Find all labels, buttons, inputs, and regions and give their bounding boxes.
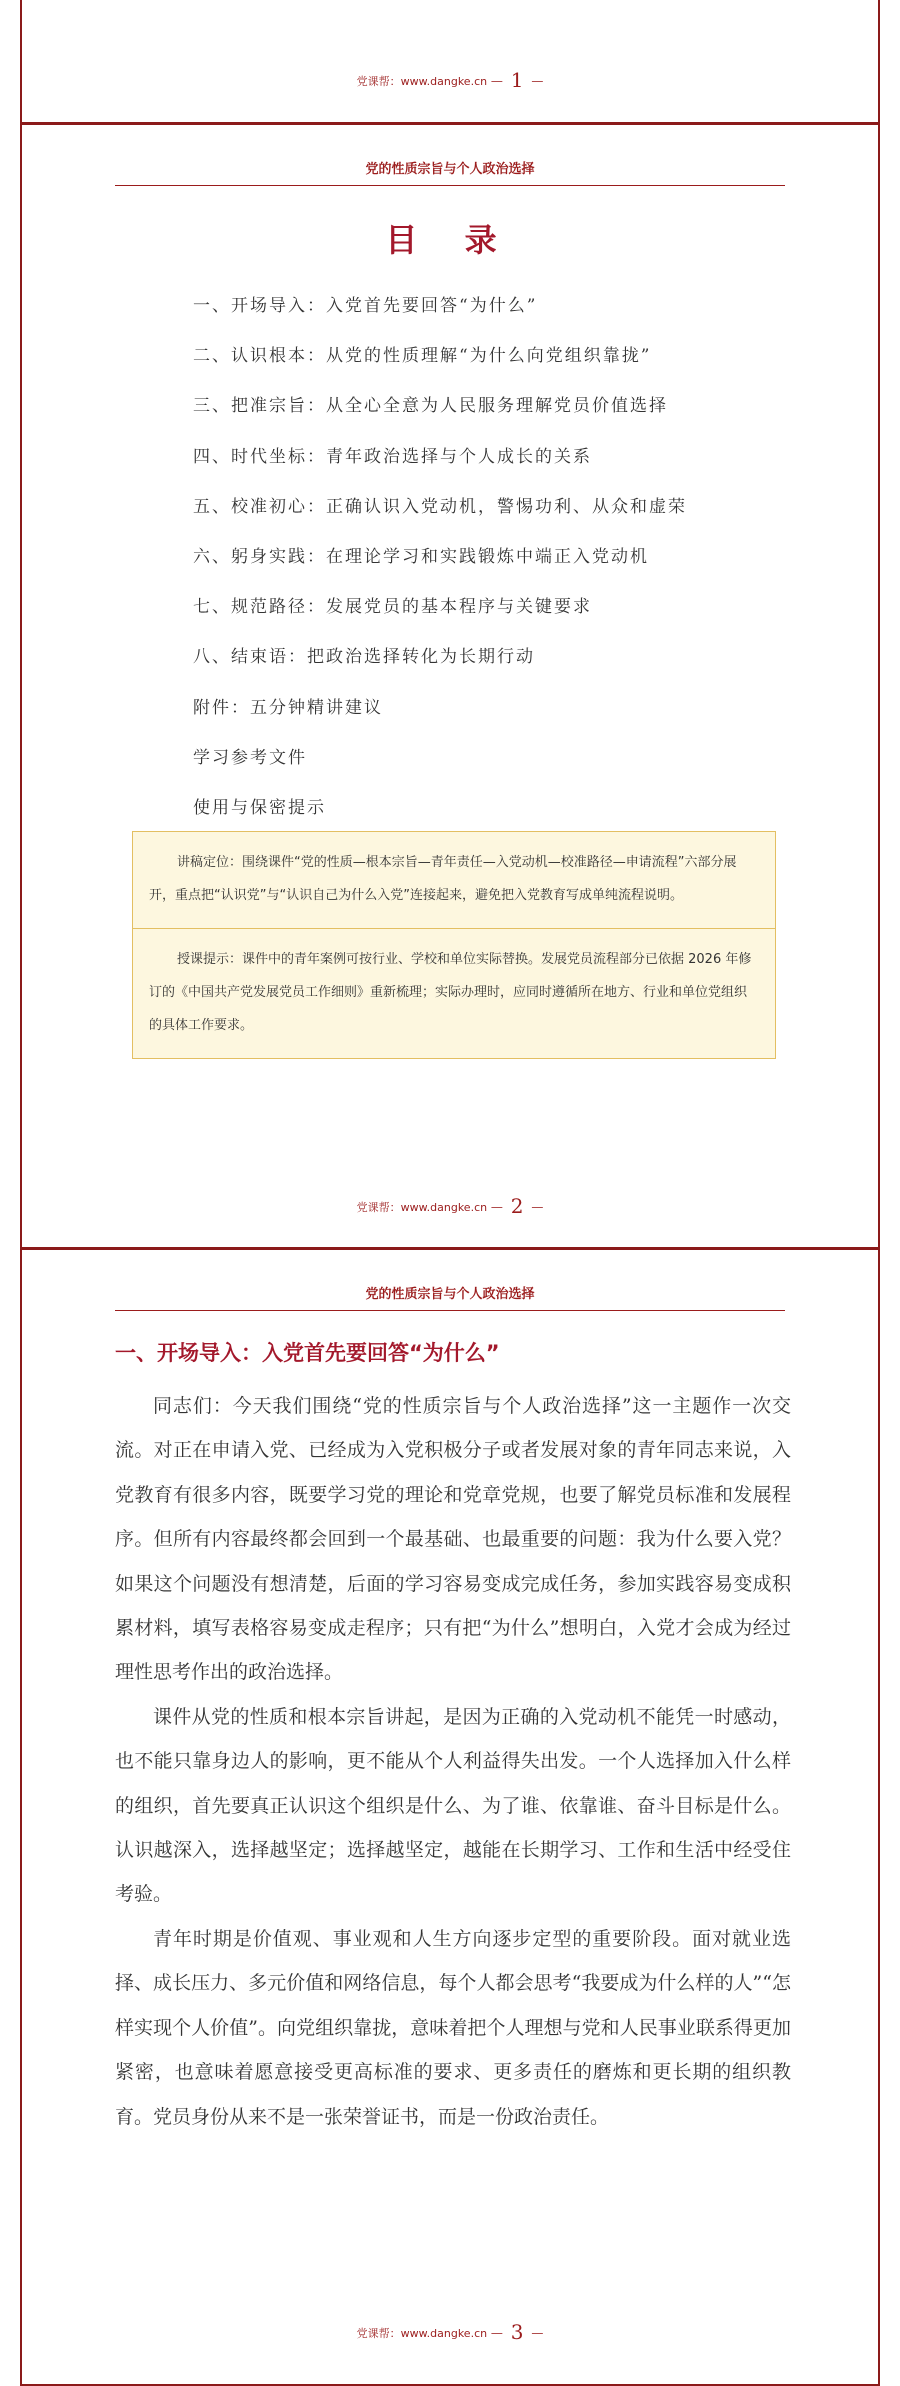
toc-item[interactable]: 二、认识根本：从党的性质理解“为什么向党组织靠拢” <box>193 346 652 367</box>
toc-item[interactable]: 三、把准宗旨：从全心全意为人民服务理解党员价值选择 <box>193 396 668 417</box>
section-heading: 一、开场导入：入党首先要回答“为什么” <box>115 1341 500 1365</box>
running-head: 党的性质宗旨与个人政治选择 <box>115 158 785 186</box>
page-footer <box>0 2320 900 2344</box>
page-number: 1 <box>510 68 524 92</box>
page-number: 2 <box>510 1194 524 1218</box>
footer-dash: — <box>490 74 503 88</box>
toc-item[interactable]: 七、规范路径：发展党员的基本程序与关键要求 <box>193 597 592 618</box>
toc-item[interactable]: 附件：五分钟精讲建议 <box>193 697 383 718</box>
footer-dash: — <box>531 2326 544 2340</box>
toc-item[interactable]: 五、校准初心：正确认识入党动机，警惕功利、从众和虚荣 <box>193 496 687 517</box>
footer-site[interactable]: 党课帮：www.dangke.cn <box>356 75 488 88</box>
toc-item[interactable]: 学习参考文件 <box>193 747 307 768</box>
toc-item[interactable]: 使用与保密提示 <box>193 797 326 818</box>
paragraph: 青年时期是价值观、事业观和人生方向逐步定型的重要阶段。面对就业选择、成长压力、多元价值和网络信息，每个人都会思考“我要成为什么样的人”“怎样实现个人价值”。向党组织靠拢，意味着把个人理想与党和人民事业联系得更加紧密，也意味着愿意接受更高标准的要求、更多责任的磨炼和更长期的组织教育。党员身份从来不是一张荣誉证书，而是一份政治责任。 <box>115 1927 791 2128</box>
running-head: 党的性质宗旨与个人政治选择 <box>115 1283 785 1311</box>
toc-item[interactable]: 六、躬身实践：在理论学习和实践锻炼中端正入党动机 <box>193 546 649 567</box>
toc-title: 目 录 <box>385 221 515 259</box>
toc-item[interactable]: 四、时代坐标：青年政治选择与个人成长的关系 <box>193 446 592 467</box>
toc-item[interactable]: 一、开场导入：入党首先要回答“为什么” <box>193 296 538 316</box>
body-text <box>115 1384 791 2139</box>
page-footer <box>0 1194 900 1218</box>
toc-list <box>193 293 793 845</box>
footer-site[interactable]: 党课帮：www.dangke.cn <box>356 2327 488 2340</box>
toc-item[interactable]: 八、结束语：把政治选择转化为长期行动 <box>193 647 535 668</box>
page-1 <box>20 0 880 122</box>
footer-dash: — <box>531 74 544 88</box>
footer-dash: — <box>531 1200 544 1214</box>
note-boxes <box>132 831 776 1059</box>
paragraph: 同志们：今天我们围绕“党的性质宗旨与个人政治选择”这一主题作一次交流。对正在申请入党、已经成为入党积极分子或者发展对象的青年同志来说，入党教育有很多内容，既要学习党的理论和党章党规，也要了解党员标准和发展程序。但所有内容最终都会回到一个最基础、也最重要的问题：我为什么要入党？如果这个问题没有想清楚，后面的学习容易变成完成任务，参加实践容易变成积累材料，填写表格容易变成走程序；只有把“为什么”想明白，入党才会成为经过理性思考作出的政治选择。 <box>115 1395 791 1684</box>
paragraph: 课件从党的性质和根本宗旨讲起，是因为正确的入党动机不能凭一时感动，也不能只靠身边人的影响，更不能从个人利益得失出发。一个人选择加入什么样的组织，首先要真正认识这个组织是什么、为了谁、依靠谁、奋斗目标是什么。认识越深入，选择越坚定；选择越坚定，越能在长期学习、工作和生活中经受住考验。 <box>115 1705 791 1906</box>
note-positioning: 讲稿定位：围绕课件“党的性质—根本宗旨—青年责任—入党动机—校准路径—申请流程”六部分展开，重点把“认识党”与“认识自己为什么入党”连接起来，避免把入党教育写成单纯流程说明。 <box>149 855 737 903</box>
page-footer <box>0 68 900 92</box>
note-teaching-tips: 授课提示：课件中的青年案例可按行业、学校和单位实际替换。发展党员流程部分已依据 2026 年修订的《中国共产党发展党员工作细则》重新梳理；实际办理时，应同时遵循所在地方、行业和单位党组织的具体工作要求。 <box>133 928 775 1058</box>
footer-dash: — <box>490 1200 503 1214</box>
page-number: 3 <box>510 2320 524 2344</box>
footer-dash: — <box>490 2326 503 2340</box>
footer-site[interactable]: 党课帮：www.dangke.cn <box>356 1201 488 1214</box>
